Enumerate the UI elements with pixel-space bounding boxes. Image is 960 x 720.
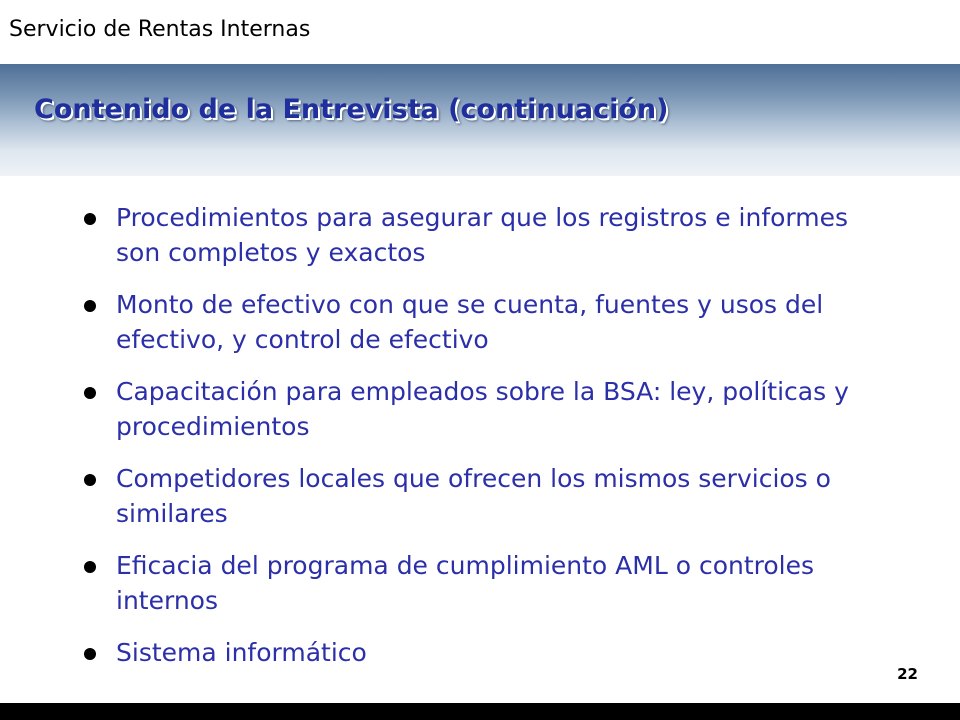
slide-title: Contenido de la Entrevista (continuación) [34, 94, 669, 125]
footer-bar [0, 703, 960, 720]
bullet-dot-icon [84, 561, 96, 573]
bullet-item [72, 461, 872, 531]
bullet-text: Monto de efectivo con que se cuenta, fuentes y usos del efectivo, y control de efectivo [116, 290, 824, 354]
bullet-item [72, 287, 872, 357]
bullet-item [72, 635, 872, 670]
bullet-dot-icon [84, 387, 96, 399]
bullet-text: Eficacia del programa de cumplimiento AML o controles internos [116, 551, 815, 615]
bullet-dot-icon [84, 300, 96, 312]
bullet-dot-icon [84, 213, 96, 225]
bullet-text: Procedimientos para asegurar que los registros e informes son completos y exactos [116, 203, 849, 267]
bullet-item [72, 548, 872, 618]
bullet-list [72, 200, 872, 687]
bullet-dot-icon [84, 648, 96, 660]
bullet-text: Competidores locales que ofrecen los mismos servicios o similares [116, 464, 831, 528]
bullet-text: Capacitación para empleados sobre la BSA: ley, políticas y procedimientos [116, 377, 849, 441]
bullet-text: Sistema informático [116, 638, 367, 667]
page-number: 22 [897, 665, 918, 683]
agency-name: Servicio de Rentas Internas [9, 17, 311, 42]
bullet-item [72, 374, 872, 444]
bullet-item [72, 200, 872, 270]
bullet-dot-icon [84, 474, 96, 486]
